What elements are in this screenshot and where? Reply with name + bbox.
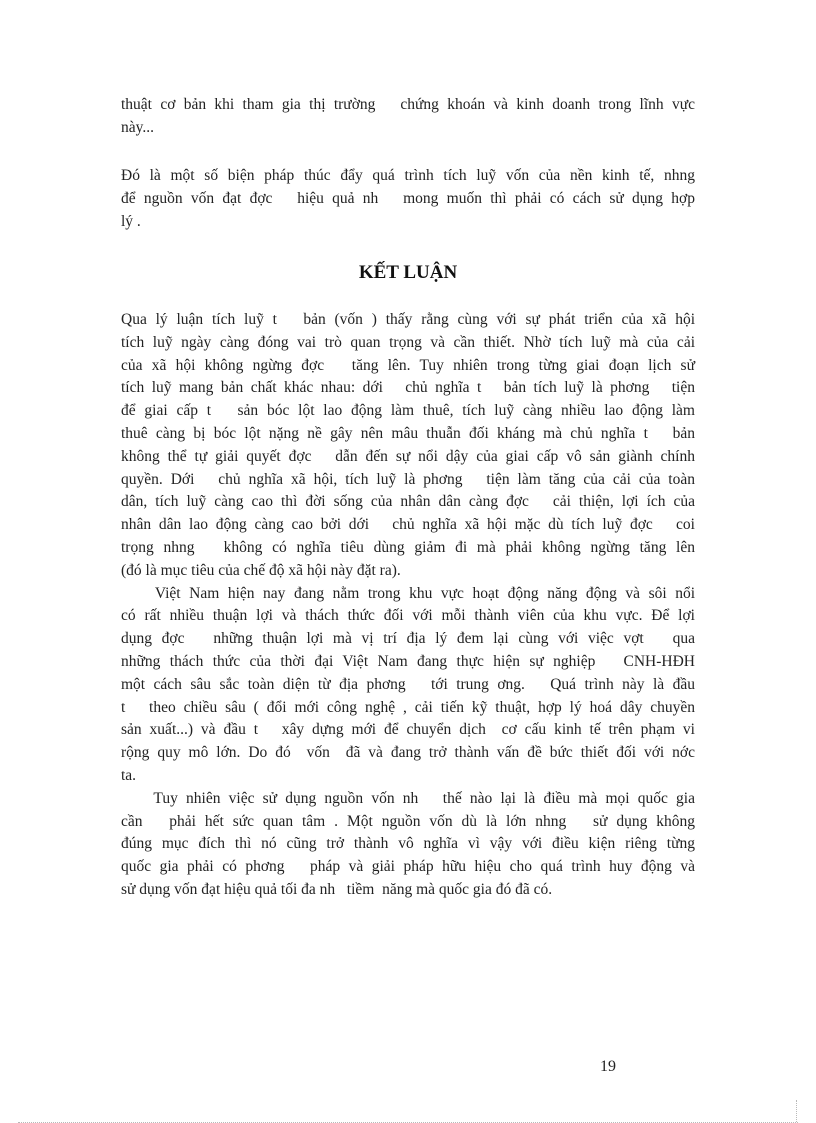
- text-line: Qua lý luận tích luỹ t bản (vốn ) thấy rằng cùng với sự phát triển của xã hội: [121, 311, 695, 328]
- text-line: dụng đợc những thuận lợi mà vị trí địa lý đem lại cùng với việc vợt qua: [121, 630, 695, 648]
- text-line: quốc gia phải có phơng pháp và giải pháp hữu hiệu cho quá trình huy động và: [121, 858, 695, 876]
- text-line: sản xuất...) và đầu t xây dựng mới để chuyển dịch cơ cấu kinh tế trên phạm vi: [121, 721, 695, 739]
- text-line: dân, tích luỹ càng cao thì đời sống của nhân dân càng đợc cải thiện, lợi ích của: [121, 493, 695, 511]
- measures-paragraph: [121, 165, 695, 233]
- conclusion-section: [121, 309, 695, 902]
- text-line: sử dụng vốn đạt hiệu quả tối đa nh tiềm năng mà quốc gia đó đã có.: [121, 880, 553, 898]
- text-line: này...: [121, 118, 154, 136]
- text-line: thuật cơ bản khi tham gia thị trường chứng khoán và kinh doanh trong lĩnh vực: [121, 96, 695, 113]
- text-line: quyền. Dới chủ nghĩa xã hội, tích luỹ là phơng tiện làm tăng của cải của toàn: [121, 470, 695, 488]
- text-line: Tuy nhiên việc sử dụng nguồn vốn nh thế nào lại là điều mà mọi quốc gia: [121, 789, 695, 807]
- text-line: một cách sâu sắc toàn diện từ địa phơng tới trung ơng. Quá trình này là đầu: [121, 675, 695, 693]
- text-line: những thách thức của thời đại Việt Nam đang thực hiện sự nghiệp CNH-HĐH: [121, 652, 695, 670]
- text-line: t theo chiều sâu ( đổi mới công nghệ , cải tiến kỹ thuật, hợp lý hoá dây chuyền: [121, 698, 695, 716]
- text-line: Việt Nam hiện nay đang nằm trong khu vực hoạt động năng động và sôi nổi: [121, 584, 695, 602]
- text-line: không thể tự giải quyết đợc dẫn đến sự nổi dậy của giai cấp vô sản giành chính: [121, 447, 695, 465]
- text-line: nhân dân lao động càng cao bởi dới chủ nghĩa xã hội mặc dù tích luỹ đợc coi: [121, 516, 695, 534]
- section-heading: KẾT LUẬN: [358, 262, 458, 283]
- text-line: để giai cấp t sản bóc lột lao động làm thuê, tích luỹ càng nhiều lao động làm: [121, 402, 695, 420]
- text-line: trọng nhng không có nghĩa tiêu dùng giảm đi mà phải không ngừng tăng lên: [121, 538, 695, 556]
- text-line: lý .: [121, 212, 141, 230]
- text-line: thuê càng bị bóc lột nặng nề gây nên mâu thuẫn đối kháng mà chủ nghĩa t bản: [121, 424, 695, 442]
- text-line: đúng mục đích thì nó cũng trở thành vô nghĩa vì vậy với điều kiện riêng từng: [121, 835, 695, 853]
- text-line: cần phải hết sức quan tâm . Một nguồn vốn dù là lớn nhng sử dụng không: [121, 812, 695, 830]
- page-corner-mark: [796, 1100, 797, 1122]
- text-line: tích luỹ mang bản chất khác nhau: dới chủ nghĩa t bản tích luỹ là phơng tiện: [121, 379, 695, 397]
- text-line: có rất nhiều thuận lợi và thách thức đối với mỗi thành viên của khu vực. Để lợi: [121, 607, 695, 625]
- text-line: (đó là mục tiêu của chế độ xã hội này đặt ra).: [121, 561, 401, 579]
- text-line: tích luỹ ngày càng đóng vai trò quan trọng và cần thiết. Nhờ tích luỹ mà của cải: [121, 333, 695, 351]
- text-line: rộng quy mô lớn. Do đó vốn đã và đang trở thành vấn đề bức thiết đối với nớc: [121, 744, 695, 762]
- text-line: để nguồn vốn đạt đợc hiệu quả nh mong muốn thì phải có cách sử dụng hợp: [121, 189, 695, 207]
- text-line: của xã hội không ngừng đợc tăng lên. Tuy nhiên trong từng giai đoạn lịch sử: [121, 356, 695, 374]
- page-number: 19: [600, 1058, 616, 1075]
- intro-paragraph: [121, 94, 695, 140]
- text-line: ta.: [121, 766, 137, 784]
- text-line: Đó là một số biện pháp thúc đẩy quá trình tích luỹ vốn của nền kinh tế, nhng: [121, 167, 695, 184]
